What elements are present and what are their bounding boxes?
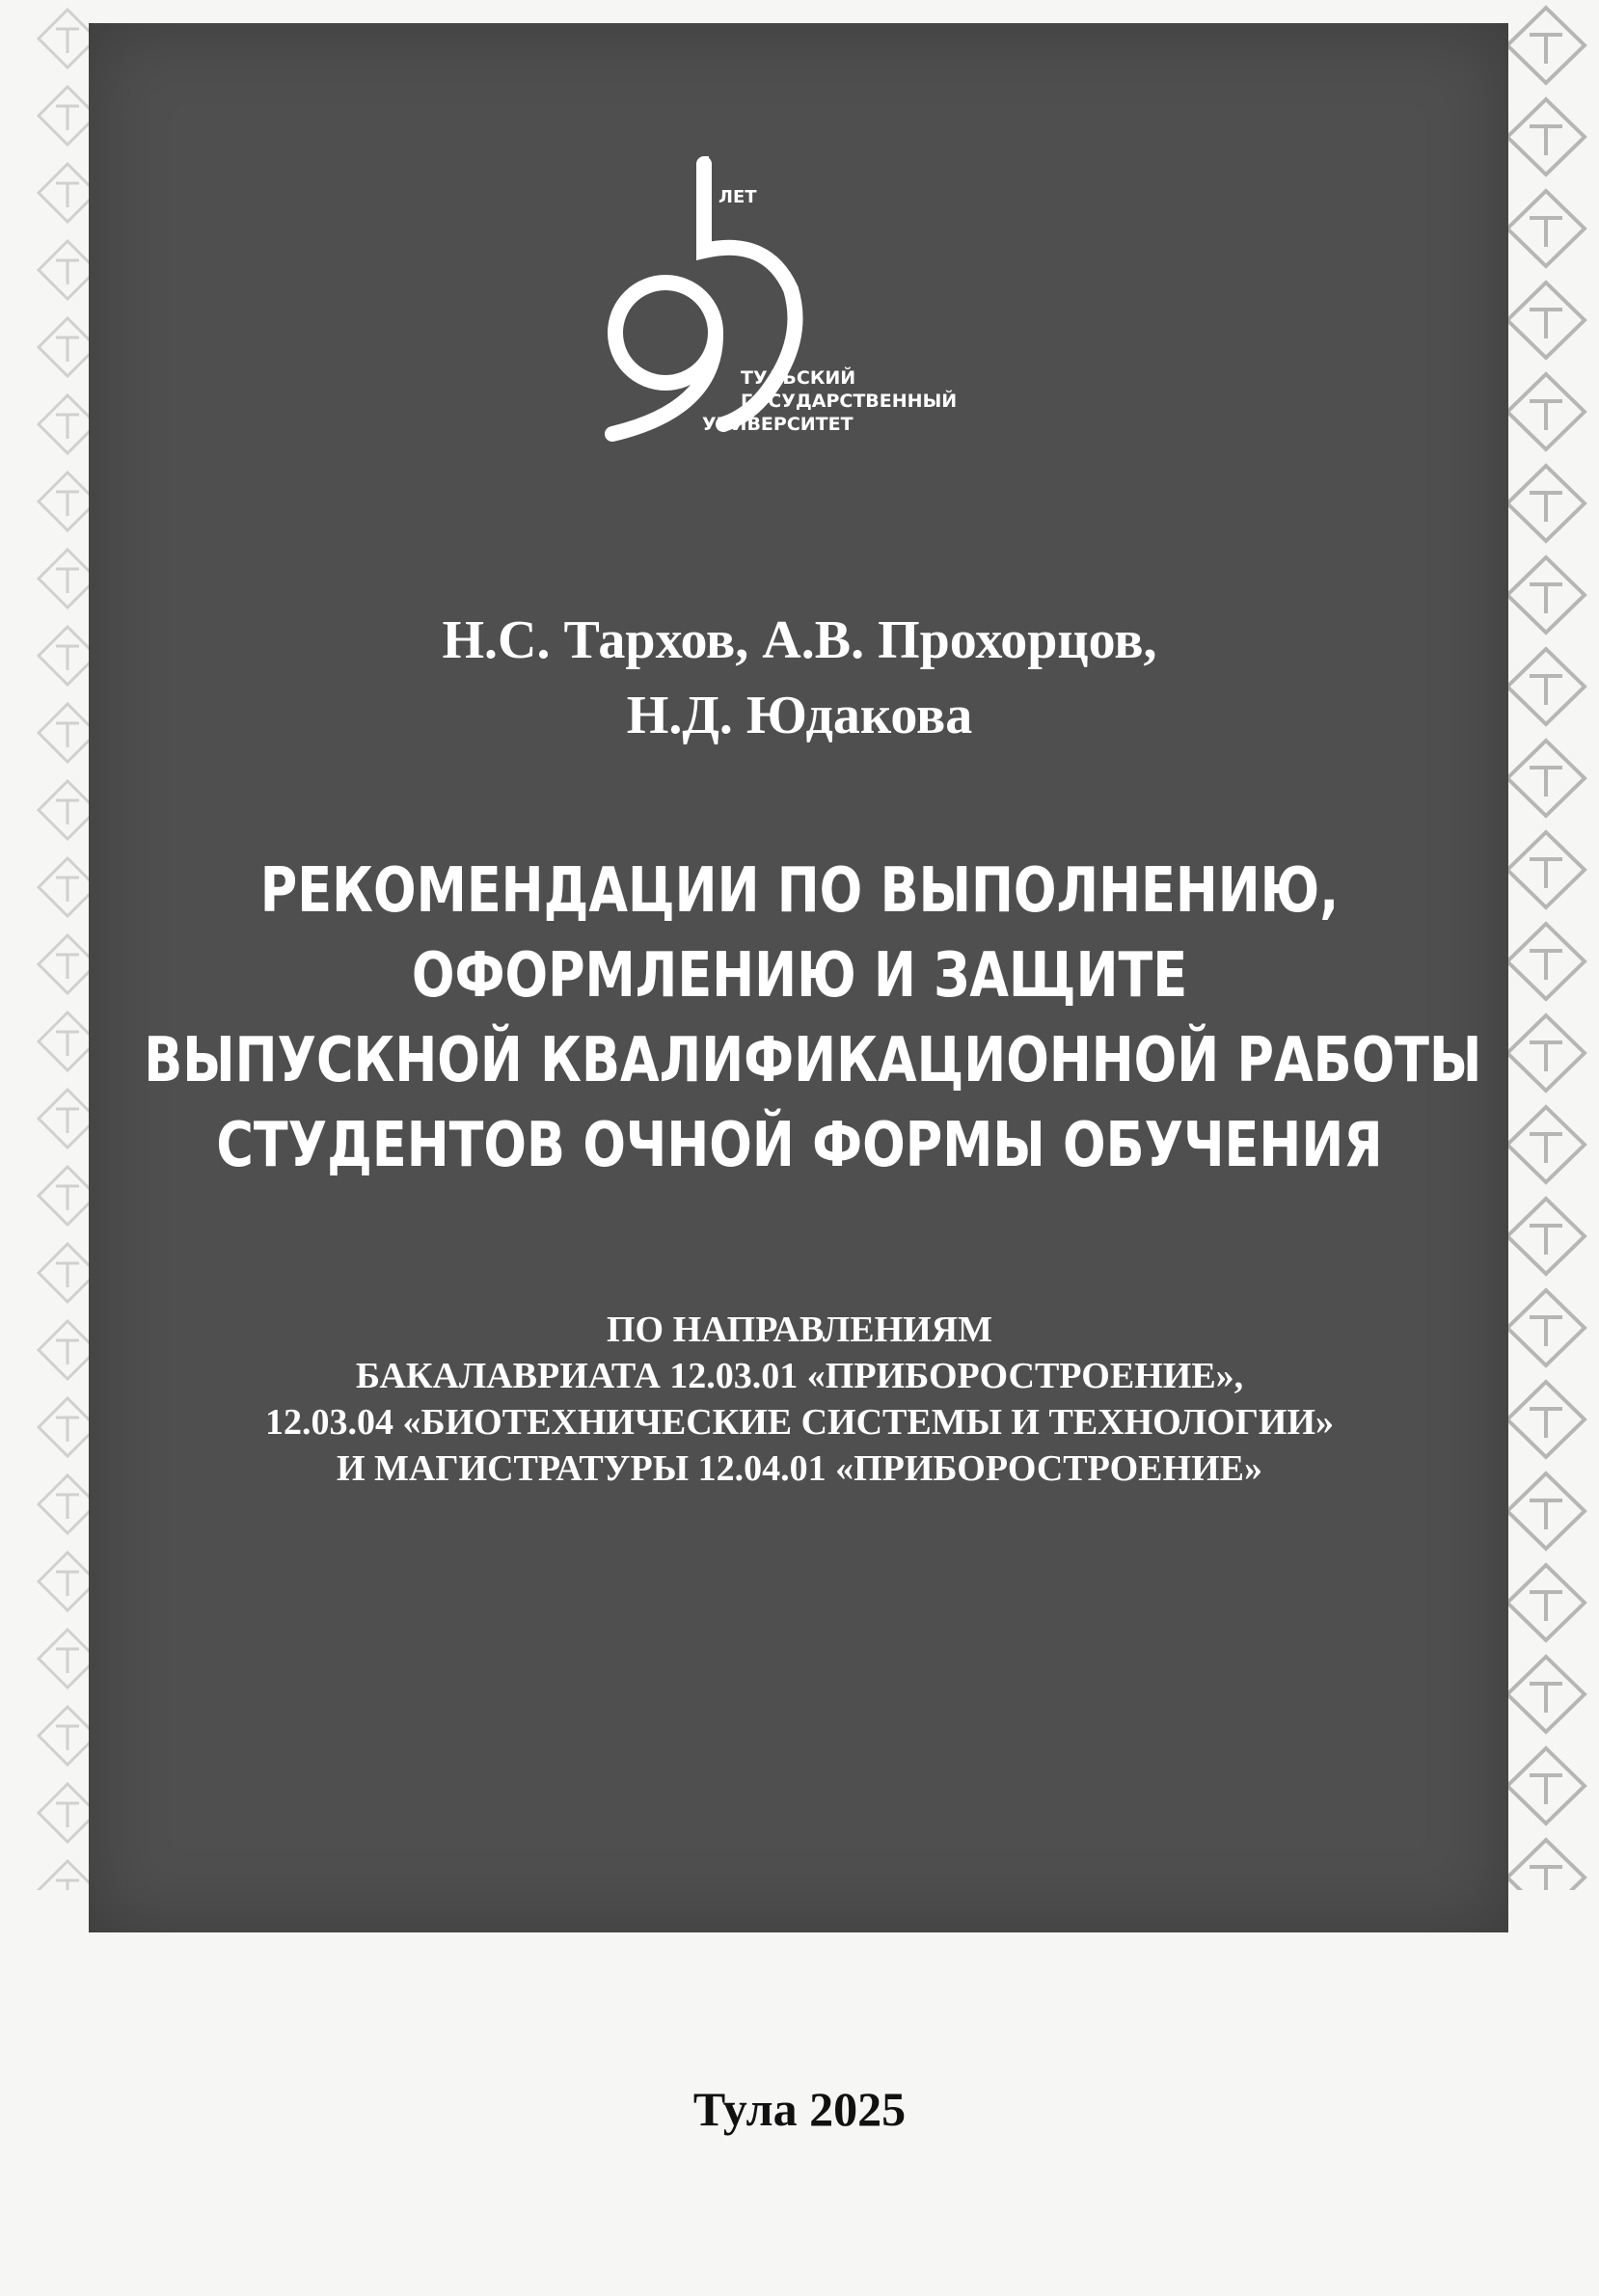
logo-university-line1: ТУЛЬСКИЙ (741, 367, 856, 389)
subtitle-line-2: БАКАЛАВРИАТА 12.03.01 «ПРИБОРОСТРОЕНИЕ», (355, 1356, 1244, 1396)
authors-line-2: Н.Д. Юдакова (626, 686, 973, 745)
logo-years-label: ЛЕТ (718, 187, 757, 207)
subtitle-line-1: ПО НАПРАВЛЕНИЯМ (606, 1310, 992, 1350)
authors (0, 603, 1599, 753)
title-line-1: РЕКОМЕНДАЦИИ ПО ВЫПОЛНЕНИЮ, (259, 855, 1340, 927)
logo-university-line3: УНИВЕРСИТЕТ (702, 414, 854, 435)
title-line-4: СТУДЕНТОВ ОЧНОЙ ФОРМЫ ОБУЧЕНИЯ (216, 1110, 1383, 1181)
logo-university-line2: ГОСУДАРСТВЕННЫЙ (741, 391, 958, 412)
document-subtitle (0, 1307, 1599, 1492)
title-line-3: ВЫПУСКНОЙ КВАЛИФИКАЦИОННОЙ РАБОТЫ (144, 1025, 1482, 1096)
authors-line-1: Н.С. Тархов, А.В. Прохорцов, (442, 610, 1157, 670)
title-line-2: ОФОРМЛЕНИЮ И ЗАЩИТЕ (411, 940, 1188, 1012)
subtitle-line-3: 12.03.04 «БИОТЕХНИЧЕСКИЕ СИСТЕМЫ И ТЕХНОЛОГИИ» (264, 1402, 1334, 1443)
subtitle-line-4: И МАГИСТРАТУРЫ 12.04.01 «ПРИБОРОСТРОЕНИЕ» (336, 1448, 1262, 1489)
university-anniversary-logo (598, 145, 1042, 463)
document-title (144, 849, 1482, 1188)
publication-place-year: Тула 2025 (692, 2082, 907, 2136)
decorative-pattern-right (1493, 0, 1599, 1890)
